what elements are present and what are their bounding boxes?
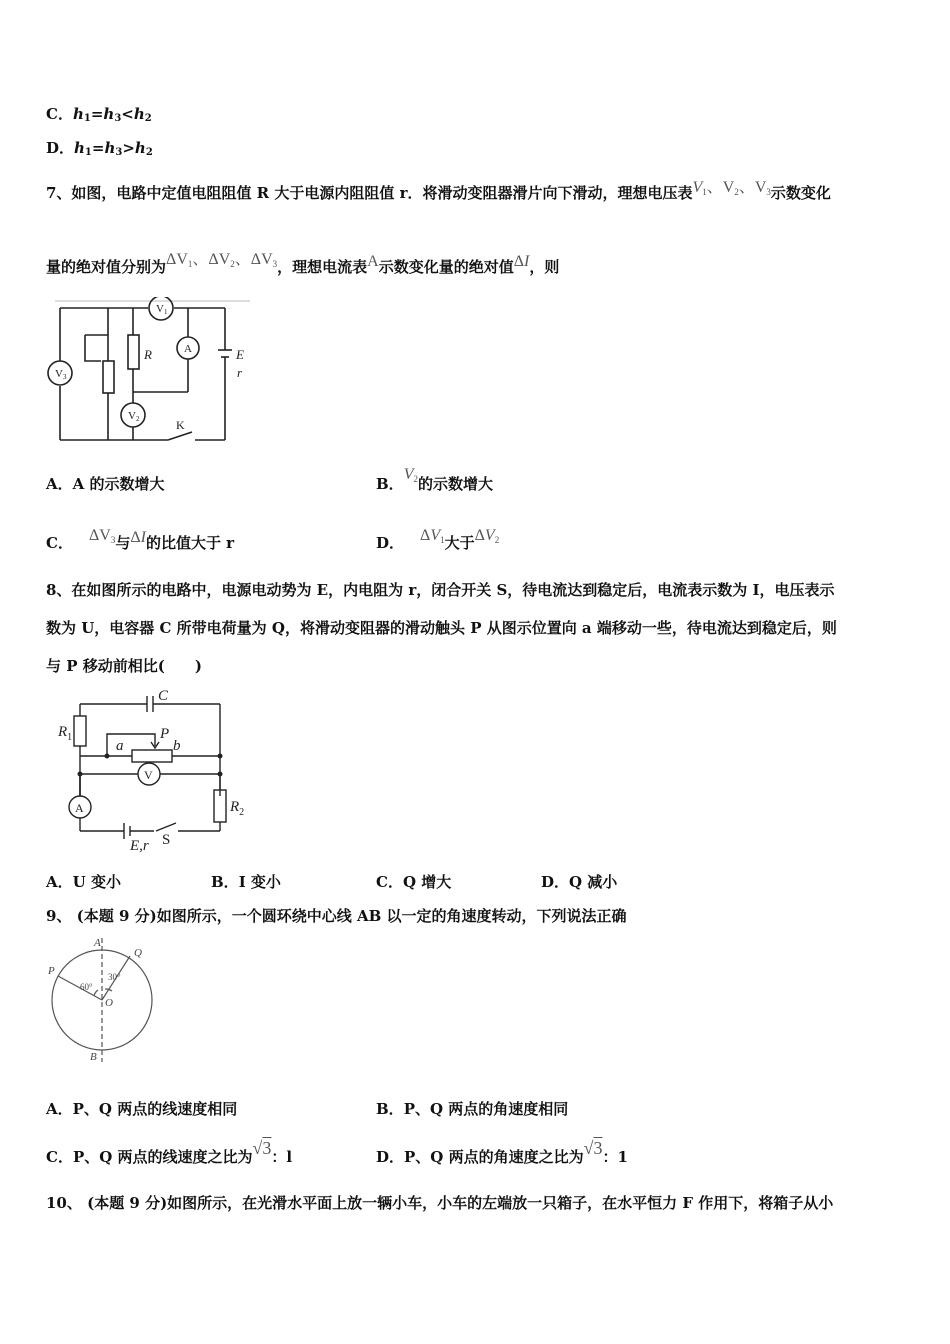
q9-option-d: D．P、Q 两点的角速度之比为√3：1 <box>376 1138 628 1166</box>
svg-text:R2: $R_2$ <box>230 799 245 818</box>
q6-option-d: D．h1=h3>h2 <box>46 139 153 158</box>
q7-option-b: B．$V_2$的示数增大 <box>376 466 493 493</box>
q8-stem-line2: 数为 U，电容器 C 所带电荷量为 Q，将滑动变阻器的滑动触头 P 从图示位置向 a 端移动一些，待电流达到稳定后，则 <box>46 619 837 637</box>
q7-circuit-diagram <box>40 297 255 447</box>
svg-text:B: B <box>90 1051 97 1063</box>
q7-stem-line2: 量的绝对值分别为$\Delta V_1$、$\Delta V_2$、$\Delta V_3$，理想电流表A示数变化量的绝对值ΔI，则 <box>46 251 560 276</box>
q9-option-c: C．P、Q 两点的线速度之比为√3：l <box>46 1138 293 1166</box>
svg-text:V3: V3 <box>55 368 67 381</box>
svg-text:A: A <box>184 343 192 355</box>
q8-option-c: C．Q 增大 <box>376 873 452 891</box>
svg-text:P: P <box>160 726 170 742</box>
q10-stem-line1: 10、 (本题 9 分)如图所示，在光滑水平面上放一辆小车，小车的左端放一只箱子，在水平恒力 F 作用下，将箱子从小 <box>46 1194 834 1212</box>
q9-stem-line1: 9、 (本题 9 分)如图所示，一个圆环绕中心线 AB 以一定的角速度转动，下列说法正确 <box>46 907 627 925</box>
svg-text:Q: Q <box>134 947 142 959</box>
svg-text:R1: $R_1$ <box>58 724 73 743</box>
svg-text:E,r: E,r <box>130 838 149 854</box>
svg-text:V1: V1 <box>156 303 168 316</box>
q6-option-c: C．h1=h3<h2 <box>46 105 152 124</box>
svg-text:S: S <box>162 832 171 848</box>
svg-text:60°: 60° <box>80 982 93 992</box>
q7-option-a: A．A 的示数增大 <box>46 475 165 493</box>
svg-text:E: E <box>236 347 244 362</box>
q7-option-c: C． $\Delta V_3$与ΔI的比值大于 r <box>46 527 235 552</box>
q8-stem-line3: 与 P 移动前相比( ) <box>46 657 202 675</box>
q8-stem-line1: 8、在如图所示的电路中，电源电动势为 E，内电阻为 r，闭合开关 S，待电流达到稳定后，电流表示数为 I，电压表示 <box>46 581 835 599</box>
svg-text:O: O <box>105 997 113 1009</box>
svg-text:K: K <box>176 418 185 432</box>
q9-option-b: B．P、Q 两点的角速度相同 <box>376 1100 569 1118</box>
q7-option-d: D． $\Delta V_1$大于$\Delta V_2$ <box>376 527 500 552</box>
q8-option-d: D．Q 减小 <box>541 873 618 891</box>
q8-circuit-diagram <box>52 684 262 854</box>
q9-option-a: A．P、Q 两点的线速度相同 <box>46 1100 238 1118</box>
svg-text:C: C <box>158 688 169 704</box>
q8-option-b: B．I 变小 <box>211 873 281 891</box>
svg-text:a: a <box>116 738 124 754</box>
q9-ring-diagram <box>42 934 172 1064</box>
svg-text:V: V <box>144 768 153 782</box>
q8-option-a: A．U 变小 <box>46 873 121 891</box>
svg-text:r: r <box>237 365 243 380</box>
svg-text:P: P <box>48 965 55 977</box>
svg-text:V2: V2 <box>128 410 140 423</box>
svg-text:A: A <box>94 937 101 949</box>
svg-text:b: b <box>173 738 181 754</box>
svg-text:30°: 30° <box>108 972 121 982</box>
svg-text:A: A <box>75 801 84 815</box>
svg-text:R: R <box>144 347 152 362</box>
q7-stem-line1: 7、如图，电路中定值电阻阻值 R 大于电源内阻阻值 r．将滑动变阻器滑片向下滑动，理想电压表$V_1$、$V_2$、$V_3$示数变化 <box>46 179 831 202</box>
